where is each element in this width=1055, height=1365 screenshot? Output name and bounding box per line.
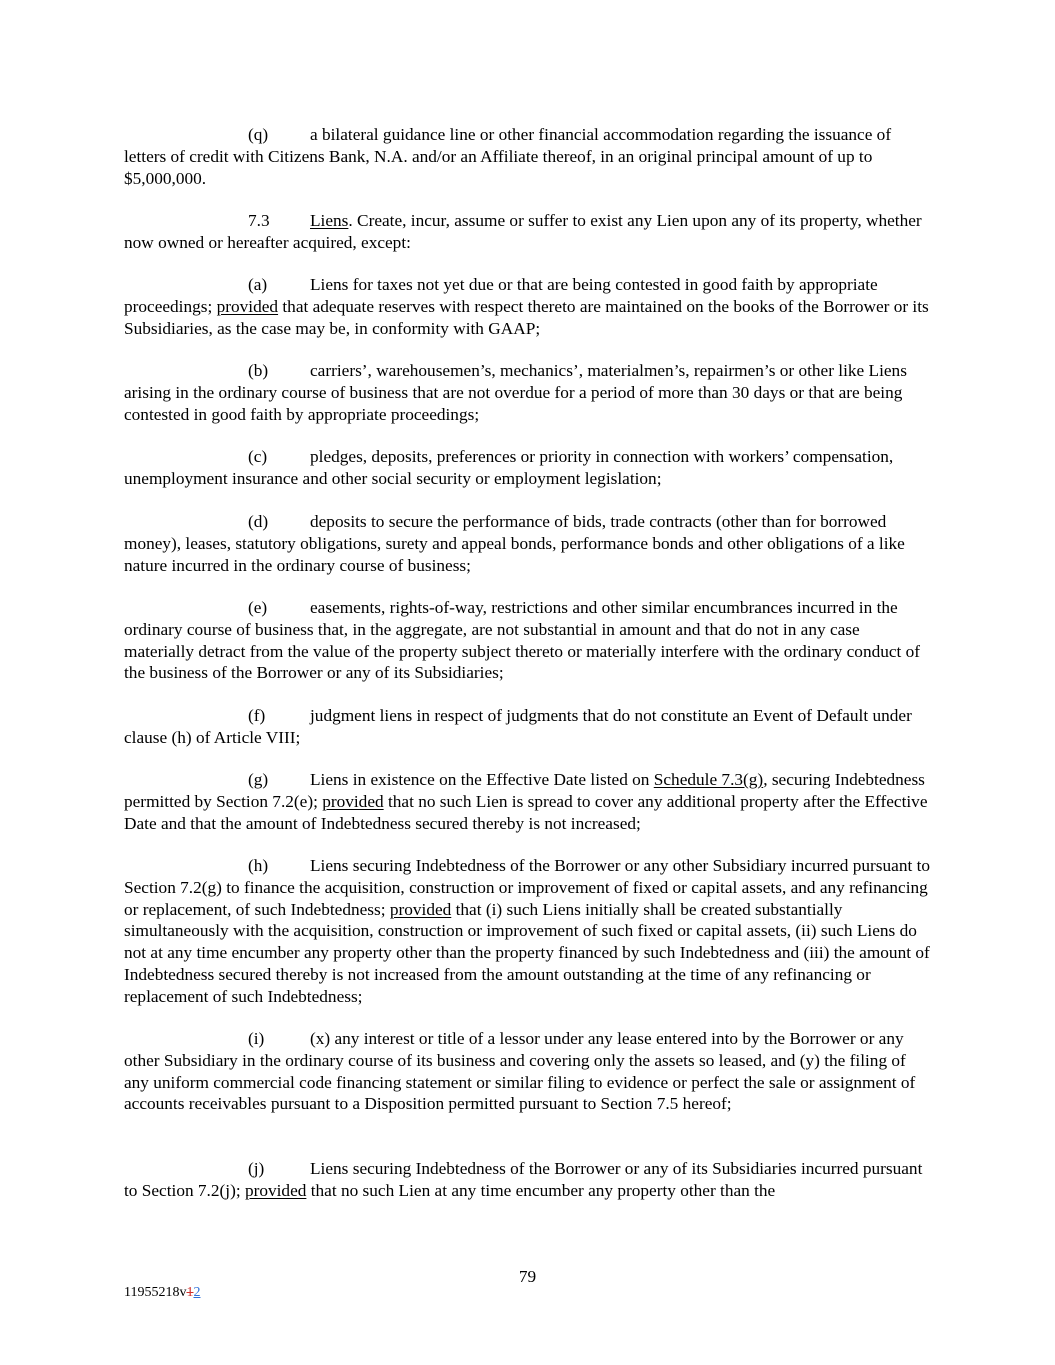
paragraph-text — [124, 512, 905, 575]
paragraph-text — [124, 856, 930, 1006]
text-run: that (i) such Liens initially shall be created substantially simultaneously with the acquisition, construction or improvement of such fixed or capital assets, (ii) such Liens do not at any time encumber any property other than the property financed by such Indebtedness and (iii) the amount of Indebtedness secured thereby is not increased from the amount outstanding at the time of any refinancing or replacement of such Indebtedness; — [124, 899, 930, 1006]
text-run: , securing Indebtedness permitted by Section 7.2(e); — [124, 770, 925, 811]
text-run: that no such Lien is spread to cover any additional property after the Effective Date and that the amount of Indebtedness secured thereby is not increased; — [124, 791, 928, 833]
paragraph-a — [124, 274, 932, 339]
underlined-term: provided — [389, 899, 452, 919]
paragraph-label: (d) — [248, 512, 269, 531]
text-run: judgment liens in respect of judgments that do not constitute an Event of Default under clause (h) of Article VIII; — [124, 706, 912, 747]
text-run: a bilateral guidance line or other financial accommodation regarding the issuance of letters of credit with Citizens Bank, N.A. and/or an Affiliate thereof, in an original principal amount of up to $5,000,000. — [124, 125, 892, 188]
paragraph-g — [124, 769, 932, 834]
paragraph-text — [124, 1159, 922, 1200]
underlined-term: Schedule 7.3(g) — [653, 770, 764, 789]
text-run: Liens securing Indebtedness of the Borrower or any other Subsidiary incurred pursuant to Section 7.2(g) to finance the acquisition, construction or improvement of fixed or capital assets, and any refinancing or replacement, of such Indebtedness; — [124, 856, 931, 919]
paragraph-text — [124, 598, 920, 682]
paragraph-h — [124, 855, 932, 1008]
section-7-3-liens — [124, 210, 932, 254]
document-id-inserted-version: 2 — [193, 1285, 201, 1300]
text-run: pledges, deposits, preferences or priority in connection with workers’ compensation, unemployment insurance and other social security or employment legislation; — [124, 447, 894, 488]
text-run: easements, rights-of-way, restrictions and other similar encumbrances incurred in the ordinary course of business that, in the aggregate, are not substantial in amount and that do not in any case materially detract from the value of the property subject thereto or materially interfere with the ordinary conduct of the business of the Borrower or any of its Subsidiaries; — [124, 598, 921, 683]
document-id-deleted-version: 1 — [186, 1285, 194, 1300]
paragraph-label: (j) — [248, 1159, 265, 1178]
text-run: that no such Lien at any time encumber any property other than the — [306, 1180, 776, 1200]
paragraph-label: (g) — [248, 770, 269, 789]
paragraph-e — [124, 597, 932, 684]
text-run: carriers’, warehousemen’s, mechanics’, materialmen’s, repairmen’s or other like Liens arising in the ordinary course of business that are not overdue for a period of more than 30 days or that are being contested in good faith by appropriate proceedings; — [124, 361, 907, 424]
paragraph-label: (c) — [248, 447, 268, 466]
text-run: (x) any interest or title of a lessor under any lease entered into by the Borrower or any other Subsidiary in the ordinary course of its business and covering only the assets so leased, and (y) the filing of any uniform commercial code financing statement or similar filing to evidence or perfect the sale or assignment of accounts receivables pursuant to a Disposition permitted pursuant to Section 7.5 hereof; — [124, 1029, 916, 1114]
paragraph-text — [124, 211, 922, 252]
paragraph-label: (i) — [248, 1029, 265, 1048]
paragraph-text — [124, 1029, 915, 1113]
text-run: Liens for taxes not yet due or that are being contested in good faith by appropriate proceedings; — [124, 275, 878, 316]
underlined-term: Liens — [310, 211, 349, 230]
document-id — [124, 1284, 200, 1302]
text-run: . Create, incur, assume or suffer to exist any Lien upon any of its property, whether now owned or hereafter acquired, except: — [124, 211, 922, 252]
paragraph-q — [124, 124, 932, 189]
paragraph-label: (q) — [248, 125, 269, 144]
paragraph-label: (b) — [248, 361, 269, 380]
text-run: Liens securing Indebtedness of the Borrower or any of its Subsidiaries incurred pursuant to Section 7.2(j); — [124, 1159, 923, 1200]
paragraph-i — [124, 1028, 932, 1115]
paragraph-b — [124, 360, 932, 425]
paragraph-label: (h) — [248, 856, 269, 875]
underlined-term: provided — [322, 791, 384, 811]
page-number: 79 — [518, 1267, 537, 1286]
document-id-base: 11955218v — [124, 1285, 187, 1300]
text-run: that adequate reserves with respect thereto are maintained on the books of the Borrower or its Subsidiaries, as the case may be, in conformity with GAAP; — [124, 296, 929, 338]
section-number: 7.3 — [248, 211, 270, 230]
underlined-term: provided — [216, 296, 279, 316]
paragraph-label: (e) — [248, 598, 268, 617]
paragraph-text — [124, 770, 928, 833]
paragraph-text — [124, 361, 907, 424]
text-run: deposits to secure the performance of bids, trade contracts (other than for borrowed money), leases, statutory obligations, surety and appeal bonds, performance bonds and other obligations of a like nature incurred in the ordinary course of business; — [124, 512, 905, 575]
paragraph-label: (a) — [248, 275, 268, 294]
paragraph-text — [124, 706, 912, 747]
paragraph-text — [124, 125, 891, 188]
paragraph-text — [124, 275, 929, 338]
paragraph-text — [124, 447, 893, 488]
underlined-term: provided — [244, 1180, 307, 1200]
text-run: Liens in existence on the Effective Date listed on — [310, 770, 654, 789]
paragraph-c — [124, 446, 932, 490]
paragraph-j — [124, 1158, 932, 1202]
paragraph-d — [124, 511, 932, 576]
paragraph-label: (f) — [248, 706, 266, 725]
paragraph-f — [124, 705, 932, 749]
